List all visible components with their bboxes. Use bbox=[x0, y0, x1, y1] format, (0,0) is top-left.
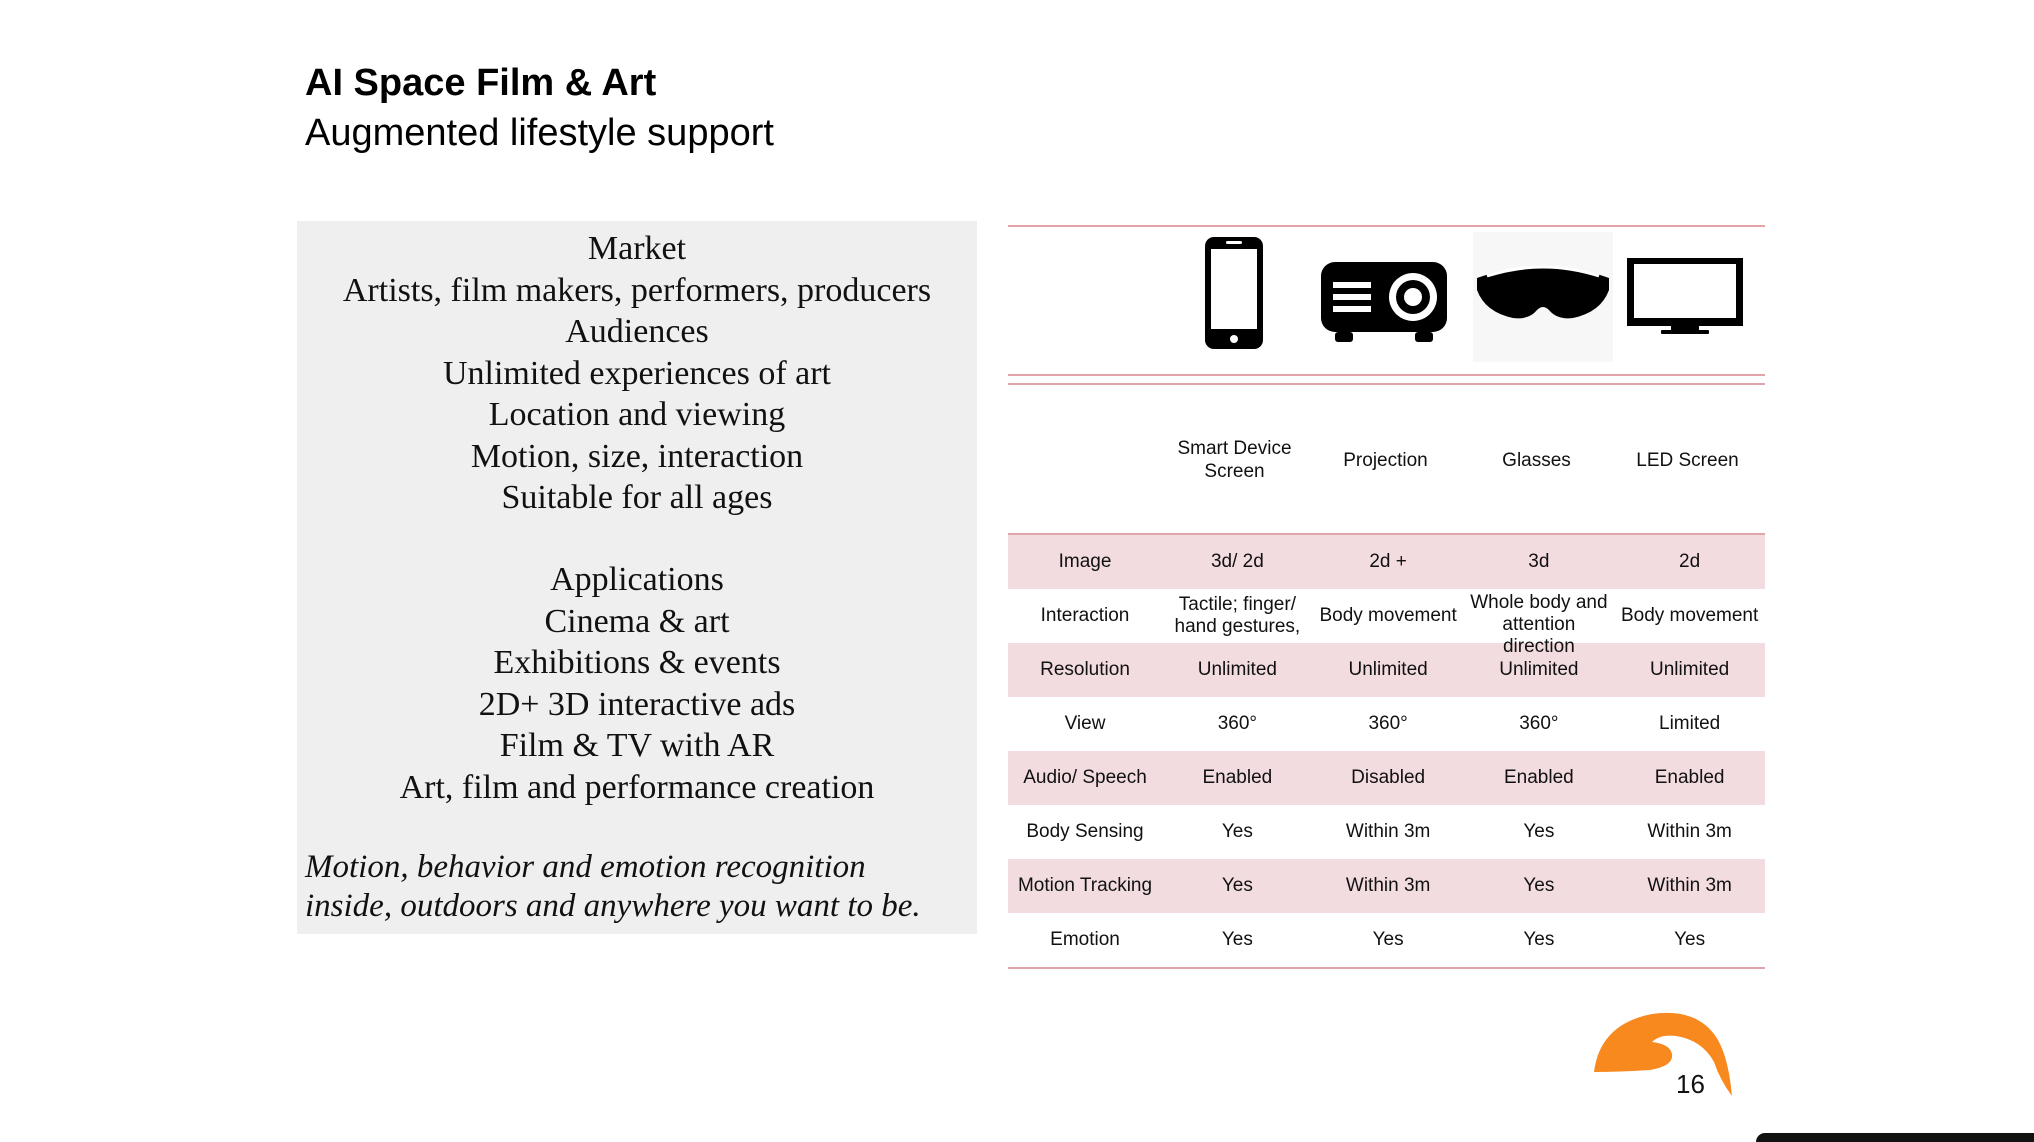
table-cell: 360° bbox=[1368, 713, 1408, 734]
table-cell: 2d + bbox=[1313, 534, 1464, 589]
tagline-line-1: Motion, behavior and emotion recognition bbox=[305, 849, 866, 885]
cell-text: Body movement bbox=[1319, 605, 1457, 626]
table-cell: Yes bbox=[1523, 929, 1555, 950]
table-cell: Within 3m bbox=[1614, 859, 1765, 913]
market-line: Suitable for all ages bbox=[501, 479, 773, 516]
slide-title: AI Space Film & Art bbox=[305, 62, 657, 104]
table-row bbox=[1008, 751, 1765, 805]
table-cell: Unlimited bbox=[1464, 643, 1615, 697]
applications-list bbox=[297, 559, 977, 808]
table-cell: 360° bbox=[1519, 713, 1559, 734]
row-label: Image bbox=[1008, 534, 1162, 589]
table-row bbox=[1008, 913, 1765, 968]
table-column-headers bbox=[1008, 388, 1765, 532]
table-row bbox=[1008, 805, 1765, 859]
market-applications-panel bbox=[297, 221, 977, 934]
table-cell: 360° bbox=[1217, 713, 1258, 734]
table-cell bbox=[1162, 589, 1313, 643]
smartphone-icon bbox=[1202, 234, 1266, 352]
row-label: Interaction bbox=[1040, 605, 1130, 626]
application-line: Film & TV with AR bbox=[499, 727, 775, 764]
page-number: 16 bbox=[1676, 1069, 1705, 1099]
table-cell: Within 3m bbox=[1345, 821, 1431, 842]
table-cell: 3d bbox=[1464, 534, 1615, 589]
table-cell: Enabled bbox=[1162, 751, 1313, 805]
market-heading: Market bbox=[587, 230, 687, 267]
led-screen-icon bbox=[1625, 256, 1745, 336]
application-line: Cinema & art bbox=[544, 602, 730, 640]
column-header: LED Screen bbox=[1636, 449, 1739, 471]
tagline-line-2: inside, outdoors and anywhere you want to be. bbox=[305, 888, 921, 924]
table-cell: Unlimited bbox=[1162, 643, 1313, 697]
table-cell: Yes bbox=[1372, 929, 1404, 950]
table-row bbox=[1008, 589, 1765, 643]
table-cell: Yes bbox=[1464, 859, 1615, 913]
table-cell bbox=[1614, 589, 1765, 643]
table-cell: Limited bbox=[1659, 713, 1721, 734]
table-cell bbox=[1464, 589, 1615, 657]
cell-text: Whole body and attention direction bbox=[1470, 592, 1608, 657]
company-logo bbox=[1590, 1010, 1740, 1100]
table-cell: 3d/ 2d bbox=[1162, 534, 1313, 589]
column-header: Smart Device Screen bbox=[1177, 438, 1292, 482]
table-cell: Unlimited bbox=[1313, 643, 1464, 697]
table-row bbox=[1008, 643, 1765, 697]
application-line: Exhibitions & events bbox=[493, 644, 781, 681]
table-cell: Yes bbox=[1221, 821, 1253, 842]
table-cell: Disabled bbox=[1313, 751, 1464, 805]
market-line: Unlimited experiences of art bbox=[442, 354, 831, 392]
table-cell: Within 3m bbox=[1647, 821, 1732, 842]
table-cell: Enabled bbox=[1464, 751, 1615, 805]
applications-heading: Applications bbox=[550, 561, 724, 598]
market-line: Audiences bbox=[565, 313, 709, 350]
column-header: Projection bbox=[1343, 449, 1428, 471]
slide-subtitle: Augmented lifestyle support bbox=[305, 112, 774, 154]
tagline bbox=[305, 848, 975, 926]
row-label: Body Sensing bbox=[1026, 821, 1144, 842]
screen-edge-bar bbox=[1756, 1133, 2034, 1142]
cell-text: Body movement bbox=[1620, 605, 1759, 626]
market-list bbox=[297, 228, 977, 519]
application-line: Art, film and performance creation bbox=[399, 768, 875, 806]
column-header: Glasses bbox=[1502, 449, 1571, 471]
table-cell: Enabled bbox=[1614, 751, 1765, 805]
row-label: View bbox=[1064, 713, 1106, 734]
table-cell: Yes bbox=[1162, 859, 1313, 913]
table-row bbox=[1008, 534, 1765, 589]
device-icons-row bbox=[1008, 224, 1765, 384]
market-line: Artists, film makers, performers, producers bbox=[342, 271, 932, 309]
application-line: 2D+ 3D interactive ads bbox=[478, 685, 796, 723]
row-label: Resolution bbox=[1008, 643, 1162, 697]
vr-glasses-icon bbox=[1473, 232, 1613, 362]
table-cell bbox=[1313, 589, 1464, 643]
row-label: Audio/ Speech bbox=[1008, 751, 1162, 805]
table-cell: Within 3m bbox=[1313, 859, 1464, 913]
market-line: Motion, size, interaction bbox=[470, 437, 804, 475]
table-cell: Yes bbox=[1221, 929, 1253, 950]
cell-text: Tactile; finger/ hand gestures, bbox=[1174, 594, 1301, 637]
comparison-table bbox=[1008, 533, 1765, 969]
table-row bbox=[1008, 859, 1765, 913]
market-line: Location and viewing bbox=[488, 396, 786, 433]
table-cell: Unlimited bbox=[1614, 643, 1765, 697]
row-label: Emotion bbox=[1050, 929, 1120, 950]
projector-icon bbox=[1319, 258, 1449, 346]
table-cell: 2d bbox=[1614, 534, 1765, 589]
table-cell: Yes bbox=[1523, 821, 1555, 842]
table-cell: Yes bbox=[1674, 929, 1706, 950]
table-row bbox=[1008, 697, 1765, 751]
row-label: Motion Tracking bbox=[1008, 859, 1162, 913]
